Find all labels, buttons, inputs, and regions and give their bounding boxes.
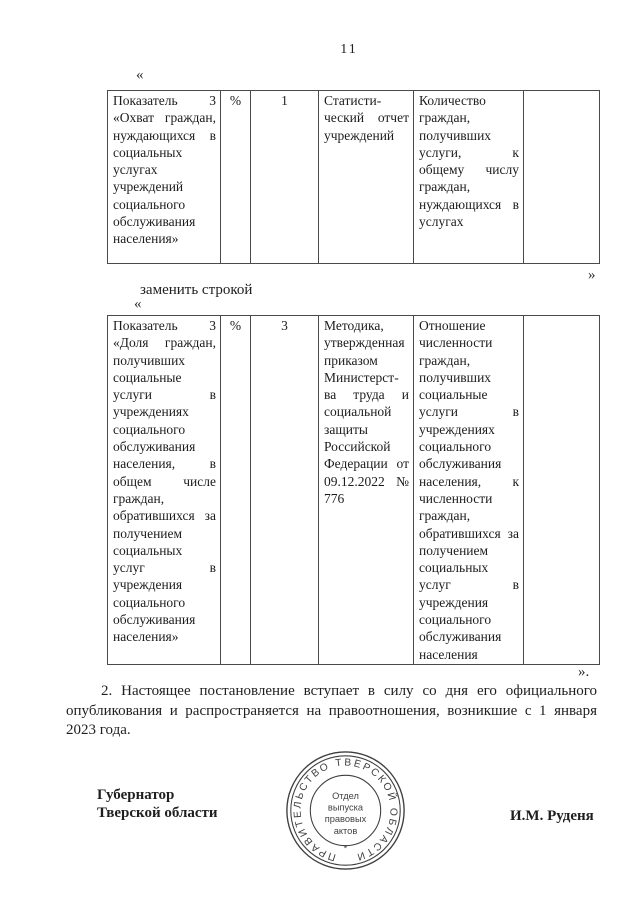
opening-quote-table1: « <box>136 67 144 83</box>
stamp-center-line4: актов <box>333 825 358 836</box>
signature-title-line2: Тверской области <box>97 805 218 821</box>
closing-quote-table1: » <box>588 267 596 283</box>
opening-quote-table2: « <box>134 296 142 312</box>
cell-empty <box>524 91 600 264</box>
signature-name: И.М. Руденя <box>510 808 594 824</box>
page-number: 11 <box>340 42 358 57</box>
closing-quote-table2: ». <box>578 664 590 680</box>
table-new-row <box>107 315 600 665</box>
stamp-ring-text: ПРАВИТЕЛЬСТВО ТВЕРСКОЙ ОБЛАСТИ <box>292 757 399 863</box>
cell-value: 1 <box>251 91 319 264</box>
stamp-star-separator: * <box>343 843 348 854</box>
signature-title-line1: Губернатор <box>97 787 175 803</box>
table-row <box>108 91 600 264</box>
official-round-stamp <box>282 747 409 874</box>
cell-indicator-name: Показатель 3 «Доля граждан, получивших социальные услуги в учреждениях социального обслуживания населения, в общем числе граждан, обратившихся за получением социальных услуг в учреждения социального обслуживания населения» <box>108 316 221 665</box>
stamp-center-line2: выпуска <box>327 802 364 813</box>
stamp-center-line3: правовых <box>324 814 367 825</box>
cell-unit: % <box>221 91 251 264</box>
cell-unit: % <box>221 316 251 665</box>
cell-method: Количество граждан, получивших услуги, к общему числу граждан, нуждающихся в услугах <box>414 91 524 264</box>
signature-title <box>97 786 218 822</box>
table-old-row <box>107 90 600 264</box>
cell-empty <box>524 316 600 665</box>
stamp-center-line1: Отдел <box>332 790 359 801</box>
cell-method: Отношение численности граждан, получивших социальные услуги в учреждениях социального обслуживания населения, к численности граждан, обратившихся за получением социальных услуг в учреждения социального обслуживания населения <box>414 316 524 665</box>
table-row <box>108 316 600 665</box>
cell-value: 3 <box>251 316 319 665</box>
paragraph-effective-date: 2. Настоящее постановление вступает в силу со дня его официального опубликования и распространяется на правоотношения, возникшие с 1 января 2023 года. <box>66 683 597 738</box>
replace-line-text: заменить строкой <box>140 282 253 298</box>
cell-source: Статисти-ческий отчет учреждений <box>319 91 414 264</box>
cell-indicator-name: Показатель 3 «Охват граждан, нуждающихся в социальных услугах учреждений социального обслуживания населения» <box>108 91 221 264</box>
cell-source: Методика, утвержденная приказом Министерст-ва труда и социальной защиты Российской Федерации от 09.12.2022 № 776 <box>319 316 414 665</box>
